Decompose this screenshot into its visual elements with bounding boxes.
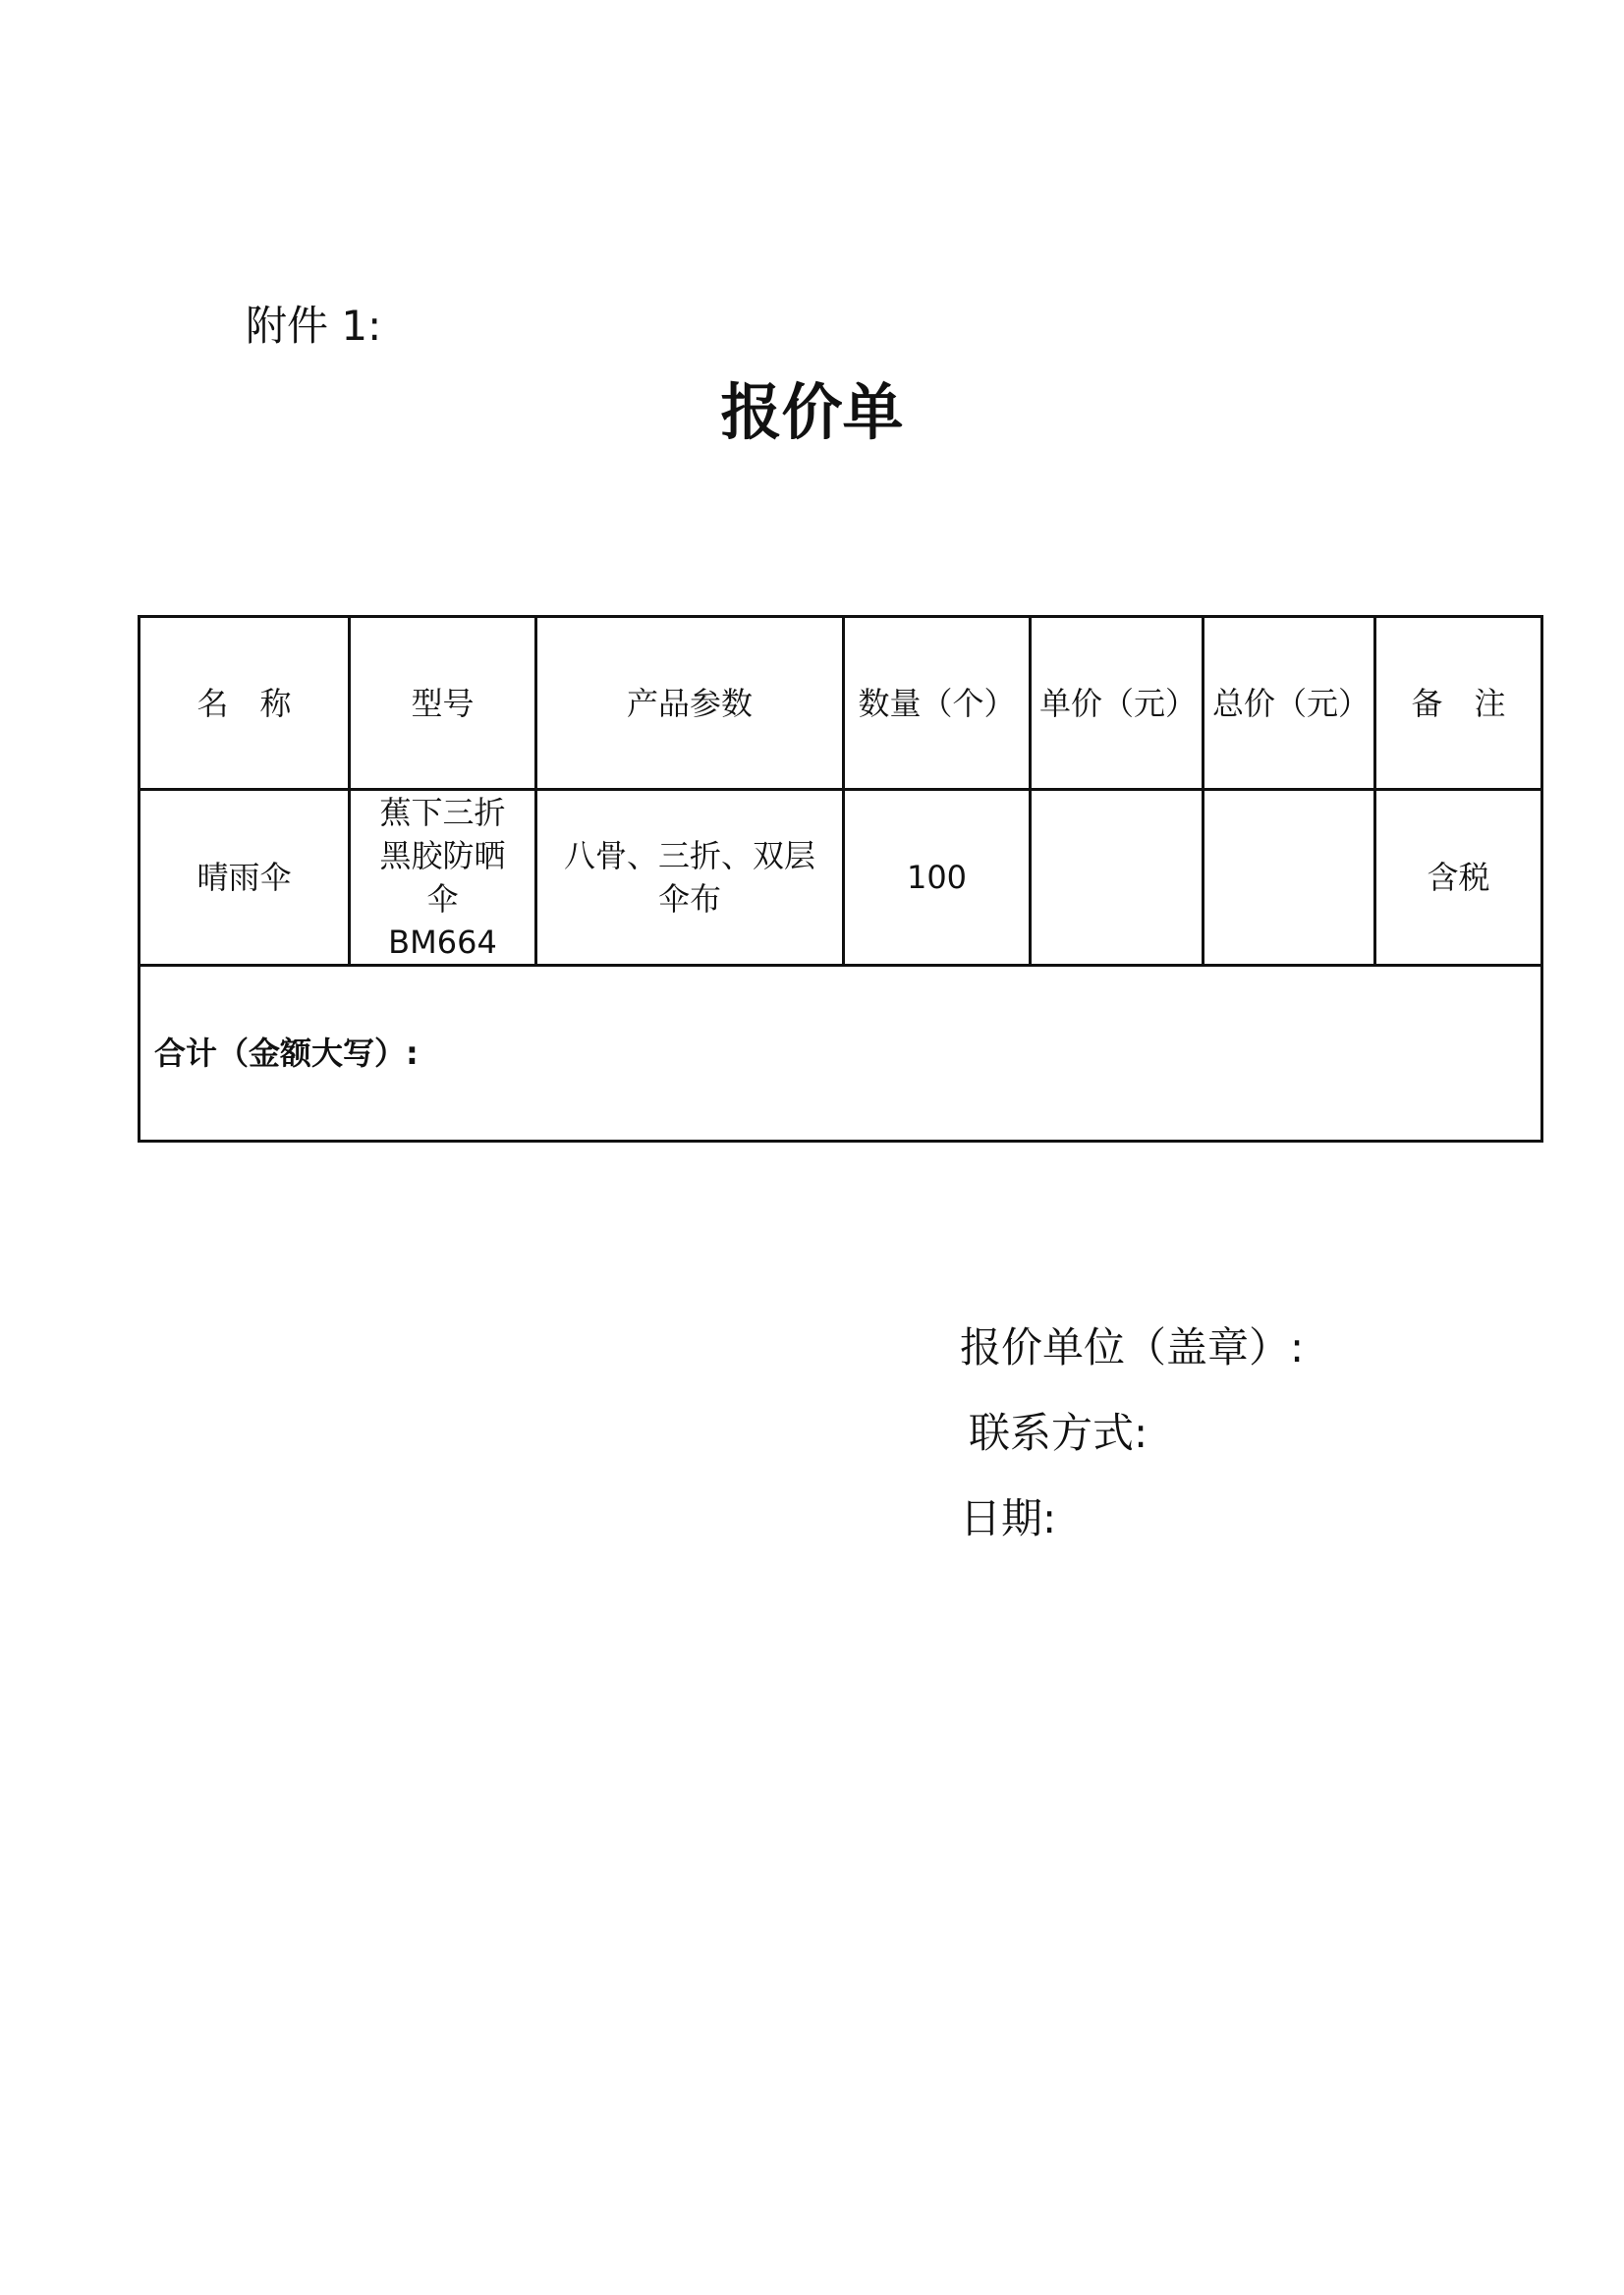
total-amount-label: 合计（金额大写）:: [140, 966, 1542, 1142]
table-header-row: [140, 617, 1542, 790]
header-quantity: 数量（个）: [844, 617, 1031, 790]
cell-name: 晴雨伞: [140, 790, 350, 966]
contact-label: 联系方式:: [969, 1409, 1148, 1457]
cell-params: 八骨、三折、双层伞布: [536, 790, 844, 966]
cell-model: 蕉下三折黑胶防晒伞 BM664: [350, 790, 536, 966]
document-title: 报价单: [720, 376, 904, 448]
cell-remark: 含税: [1375, 790, 1542, 966]
header-total-price: 总价（元）: [1204, 617, 1375, 790]
header-name: 名 称: [140, 617, 350, 790]
cell-total-price: [1204, 790, 1375, 966]
table-total-row: [140, 966, 1542, 1142]
signature-block: [960, 1322, 1304, 1579]
company-seal-label: 报价单位（盖章）:: [960, 1323, 1305, 1371]
header-params: 产品参数: [536, 617, 844, 790]
header-unit-price: 单价（元）: [1031, 617, 1204, 790]
header-remark: 备 注: [1375, 617, 1542, 790]
attachment-label: 附件 1:: [246, 302, 382, 350]
quotation-table: [138, 615, 1543, 1143]
header-model: 型号: [350, 617, 536, 790]
cell-unit-price: [1031, 790, 1204, 966]
table-row: [140, 790, 1542, 966]
date-label: 日期:: [960, 1494, 1057, 1542]
cell-quantity: 100: [844, 790, 1031, 966]
